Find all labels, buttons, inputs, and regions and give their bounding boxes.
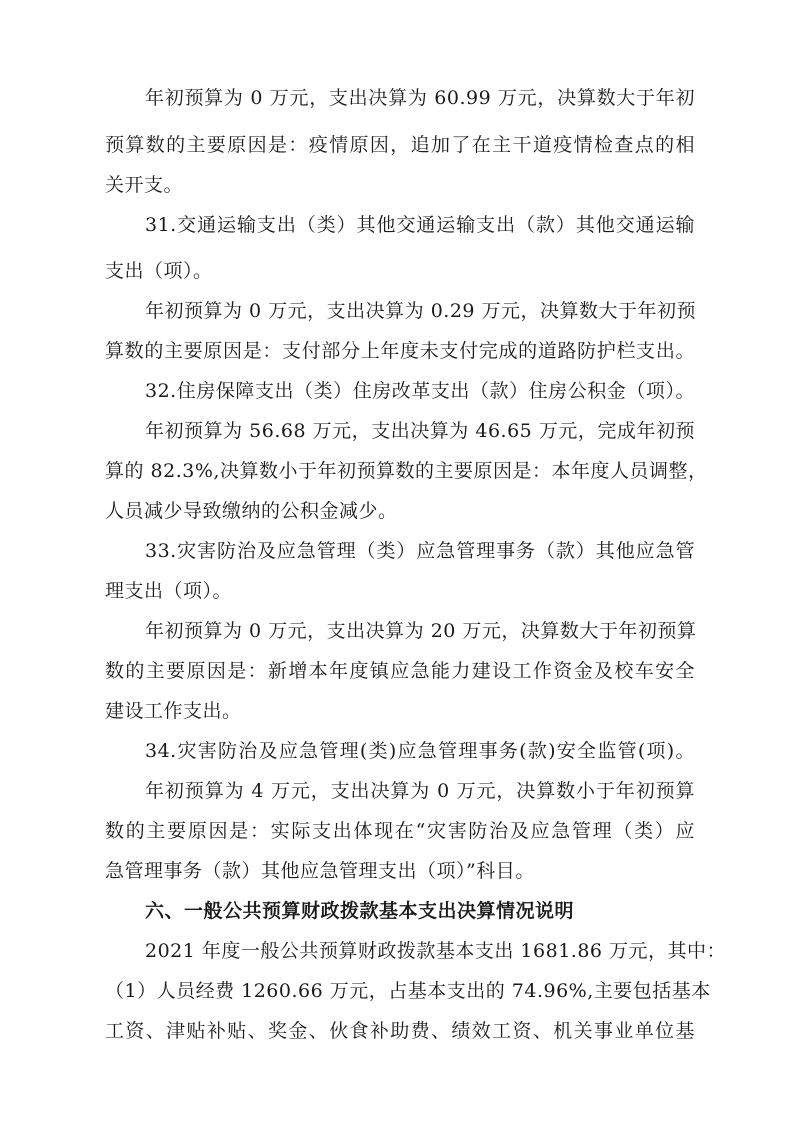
section-item-31: 31.交通运输支出（类）其他交通运输支出（款）其他交通运输 [145, 214, 695, 236]
section-item-31-cont: 支出（项）。 [105, 260, 213, 282]
paragraph-line: 人员减少导致缴纳的公积金减少。 [105, 500, 398, 522]
section-item-33: 33.灾害防治及应急管理（类）应急管理事务（款）其他应急管 [145, 540, 695, 562]
section-heading: 六、一般公共预算财政拨款基本支出决算情况说明 [145, 900, 575, 922]
paragraph-line: 数的主要原因是：实际支出体现在“灾害防治及应急管理（类）应 [105, 820, 695, 842]
section-item-33-cont: 理支出（项）。 [105, 580, 233, 602]
paragraph-line: 2021 年度一般公共预算财政拨款基本支出 1681.86 万元，其中： [145, 940, 727, 962]
paragraph-line: 工资、津贴补贴、奖金、伙食补助费、绩效工资、机关事业单位基 [105, 1020, 695, 1042]
paragraph-line: 算数的主要原因是：支付部分上年度未支付完成的道路防护栏支出。 [105, 340, 695, 362]
paragraph-line: 算的 82.3%,决算数小于年初预算数的主要原因是：本年度人员调整， [105, 460, 708, 482]
paragraph-line: 急管理事务（款）其他应急管理支出（项）”科目。 [105, 860, 535, 882]
paragraph-line: 关开支。 [105, 174, 184, 196]
paragraph-line: 年初预算为 56.68 万元，支出决算为 46.65 万元，完成年初预 [145, 420, 695, 442]
paragraph-line: 年初预算为 4 万元，支出决算为 0 万元，决算数小于年初预算 [145, 780, 695, 802]
section-item-34: 34.灾害防治及应急管理(类)应急管理事务(款)安全监管(项)。 [145, 740, 695, 762]
section-item-32: 32.住房保障支出（类）住房改革支出（款）住房公积金（项）。 [145, 380, 695, 402]
paragraph-line: 年初预算为 0 万元，支出决算为 20 万元，决算数大于年初预算 [145, 620, 697, 642]
paragraph-line: 年初预算为 0 万元，支出决算为 0.29 万元，决算数大于年初预 [145, 300, 697, 322]
paragraph-line: 预算数的主要原因是：疫情原因，追加了在主干道疫情检查点的相 [105, 134, 695, 156]
paragraph-line: （1）人员经费 1260.66 万元，占基本支出的 74.96%,主要包括基本 [105, 980, 711, 1002]
paragraph-line: 建设工作支出。 [105, 700, 242, 722]
paragraph-line: 数的主要原因是：新增本年度镇应急能力建设工作资金及校车安全 [105, 660, 695, 682]
paragraph-line: 年初预算为 0 万元，支出决算为 60.99 万元，决算数大于年初 [145, 87, 695, 109]
